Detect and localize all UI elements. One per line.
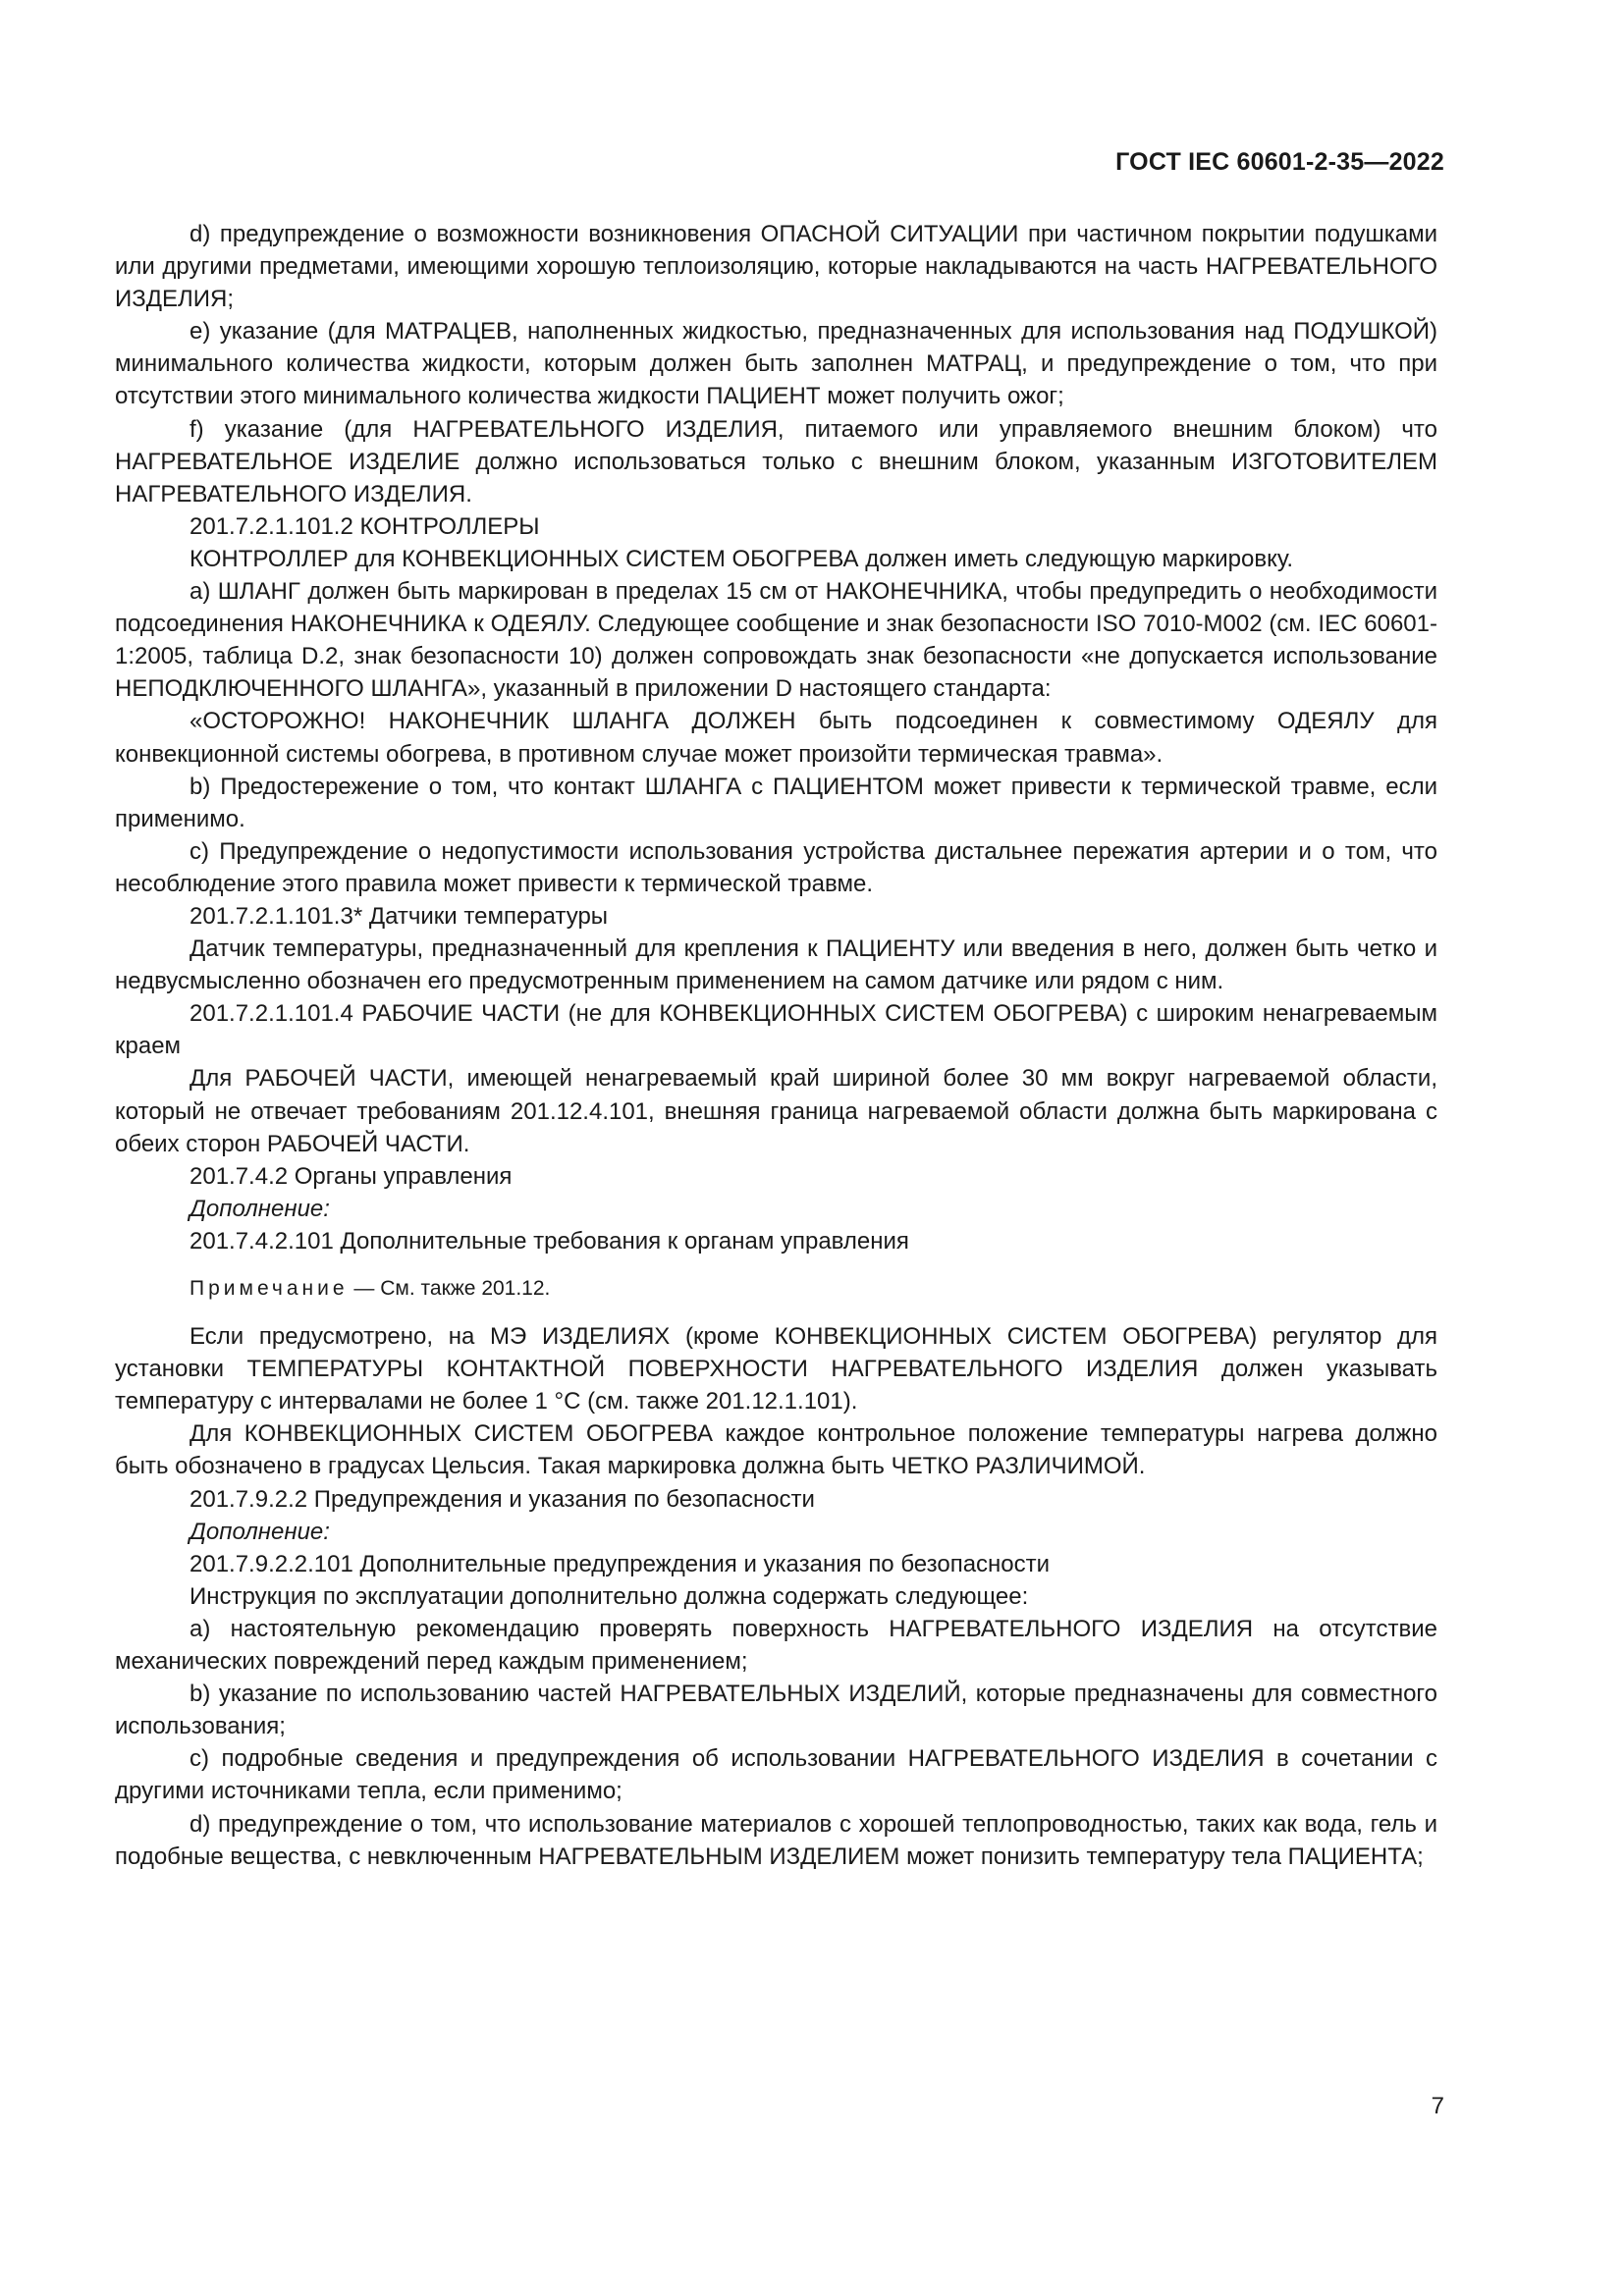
list-item-b-hose-contact: b) Предостережение о том, что контакт ШЛАНГА с ПАЦИЕНТОМ может привести к термической травме, если применимо. bbox=[115, 773, 1437, 832]
note-label: Примечание bbox=[189, 1277, 349, 1300]
list-item-a-inspection: a) настоятельную рекомендацию проверять поверхность НАГРЕВАТЕЛЬНОГО ИЗДЕЛИЯ на отсутствие механических повреждений перед каждым применением; bbox=[115, 1615, 1437, 1676]
list-item-c-artery: c) Предупреждение о недопустимости использования устройства дистальнее пережатия артерии и о том, что несоблюдение этого правила может привести к термической травме. bbox=[115, 837, 1437, 897]
page-number: 7 bbox=[1431, 2093, 1444, 2119]
document-header: ГОСТ IEC 60601-2-35—2022 bbox=[1115, 148, 1444, 176]
list-item-d-pillows: d) предупреждение о возможности возникновения ОПАСНОЙ СИТУАЦИИ при частичном покрытии подушками или другими предметами, имеющими хорошую теплоизоляцию, которые накладываются на часть НАГРЕВАТЕЛЬНОГО ИЗДЕЛИЯ; bbox=[115, 221, 1437, 313]
section-heading-temperature-sensors: 201.7.2.1.101.3* Датчики температуры bbox=[189, 902, 609, 930]
body-paragraph: Датчик температуры, предназначенный для крепления к ПАЦИЕНТУ или введения в него, должен быть четко и недвусмысленно обозначен его предусмотренным применением на самом датчике или рядом с ним. bbox=[115, 935, 1437, 995]
body-paragraph: Для РАБОЧЕЙ ЧАСТИ, имеющей ненагреваемый край шириной более 30 мм вокруг нагреваемой области, который не отвечает требованиям 201.12.4.101, внешняя граница нагреваемой области должна быть маркирована с обеих сторон РАБОЧЕЙ ЧАСТИ. bbox=[115, 1065, 1437, 1157]
list-item-d-conductive-materials: d) предупреждение о том, что использование материалов с хорошей теплопроводностью, таких как вода, гель и подобные вещества, с невключенным НАГРЕВАТЕЛЬНЫМ ИЗДЕЛИЕМ может понизить температуру тела ПАЦИЕНТА; bbox=[115, 1810, 1437, 1870]
body-paragraph: Если предусмотрено, на МЭ ИЗДЕЛИЯХ (кроме КОНВЕКЦИОННЫХ СИСТЕМ ОБОГРЕВА) регулятор для установки ТЕМПЕРАТУРЫ КОНТАКТНОЙ ПОВЕРХНОСТИ НАГРЕВАТЕЛЬНОГО ИЗДЕЛИЯ должен указывать температуру с интервалами не более 1 °C (см. также 201.12.1.101). bbox=[115, 1323, 1437, 1415]
note-text: — См. также 201.12. bbox=[348, 1277, 551, 1300]
section-heading-applied-parts: 201.7.2.1.101.4 РАБОЧИЕ ЧАСТИ (не для КОНВЕКЦИОННЫХ СИСТЕМ ОБОГРЕВА) с широким ненагреваемым краем bbox=[115, 1000, 1437, 1060]
addition-label: Дополнение: bbox=[189, 1195, 330, 1222]
warning-quote: «ОСТОРОЖНО! НАКОНЕЧНИК ШЛАНГА ДОЛЖЕН быть подсоединен к совместимому ОДЕЯЛУ для конвекционной системы обогрева, в противном случае может произойти термическая травма». bbox=[115, 708, 1437, 768]
section-heading-warnings: 201.7.9.2.2 Предупреждения и указания по безопасности bbox=[189, 1485, 815, 1513]
list-item-e-mattress: e) указание (для МАТРАЦЕВ, наполненных жидкостью, предназначенных для использования над ПОДУШКОЙ) минимального количества жидкости, которым должен быть заполнен МАТРАЦ, и предупреждение о том, что при отсутствии этого минимального количества жидкости ПАЦИЕНТ может получить ожог; bbox=[115, 318, 1437, 410]
note bbox=[115, 1272, 1437, 1305]
document-body bbox=[115, 218, 1437, 1873]
list-item-f-external-unit: f) указание (для НАГРЕВАТЕЛЬНОГО ИЗДЕЛИЯ, питаемого или управляемого внешним блоком) что НАГРЕВАТЕЛЬНОЕ ИЗДЕЛИЕ должно использоваться только с внешним блоком, указанным ИЗГОТОВИТЕЛЕМ НАГРЕВАТЕЛЬНОГО ИЗДЕЛИЯ. bbox=[115, 415, 1437, 507]
body-paragraph: КОНТРОЛЛЕР для КОНВЕКЦИОННЫХ СИСТЕМ ОБОГРЕВА должен иметь следующую маркировку. bbox=[189, 545, 1294, 572]
section-heading-warnings-additional: 201.7.9.2.2.101 Дополнительные предупреждения и указания по безопасности bbox=[189, 1550, 1051, 1577]
section-heading-controls: 201.7.4.2 Органы управления bbox=[189, 1162, 513, 1190]
list-item-b-parts: b) указание по использованию частей НАГРЕВАТЕЛЬНЫХ ИЗДЕЛИЙ, которые предназначены для совместного использования; bbox=[115, 1681, 1437, 1740]
section-heading-controls-additional: 201.7.4.2.101 Дополнительные требования к органам управления bbox=[189, 1227, 909, 1255]
body-paragraph: Для КОНВЕКЦИОННЫХ СИСТЕМ ОБОГРЕВА каждое контрольное положение температуры нагрева должно быть обозначено в градусах Цельсия. Такая маркировка должна быть ЧЕТКО РАЗЛИЧИМОЙ. bbox=[115, 1420, 1437, 1480]
addition-label: Дополнение: bbox=[189, 1518, 330, 1545]
list-item-c-heat-sources: c) подробные сведения и предупреждения об использовании НАГРЕВАТЕЛЬНОГО ИЗДЕЛИЯ в сочетании с другими источниками тепла, если применимо; bbox=[115, 1745, 1437, 1805]
body-paragraph: Инструкция по эксплуатации дополнительно должна содержать следующее: bbox=[189, 1582, 1029, 1610]
list-item-a-hose: a) ШЛАНГ должен быть маркирован в пределах 15 см от НАКОНЕЧНИКА, чтобы предупредить о необходимости подсоединения НАКОНЕЧНИКА к ОДЕЯЛУ. Следующее сообщение и знак безопасности ISO 7010-M002 (см. IEC 60601-1:2005, таблица D.2, знак безопасности 10) должен сопровождать знак безопасности «не допускается использование НЕПОДКЛЮЧЕННОГО ШЛАНГА», указанный в приложении D настоящего стандарта: bbox=[115, 578, 1437, 703]
section-heading-controllers: 201.7.2.1.101.2 КОНТРОЛЛЕРЫ bbox=[189, 512, 540, 540]
